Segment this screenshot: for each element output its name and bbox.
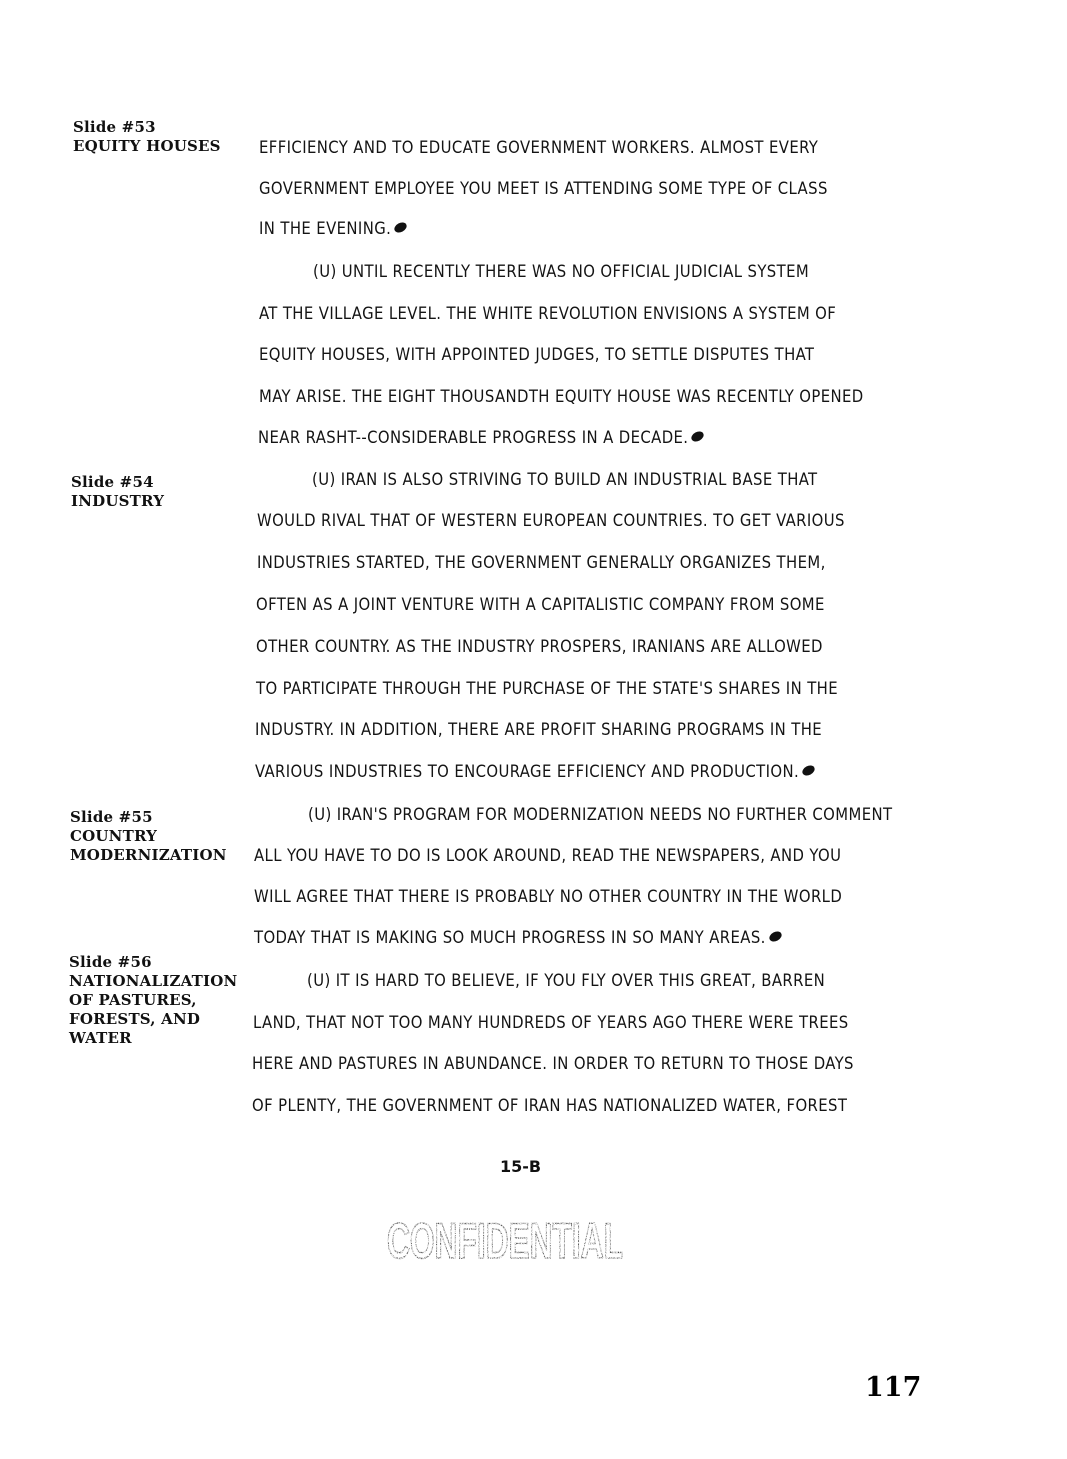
body-line: (U) UNTIL RECENTLY THERE WAS NO OFFICIAL JUDICIAL SYSTEM [313, 262, 810, 281]
slide-change-mark [393, 220, 409, 234]
body-line: (U) IRAN IS ALSO STRIVING TO BUILD AN INDUSTRIAL BASE THAT [312, 470, 818, 489]
margin-note-slide-56 [69, 953, 237, 1048]
margin-note-slide-55 [70, 808, 227, 865]
margin-note-slide-54 [71, 473, 164, 511]
body-line: INDUSTRIES STARTED, THE GOVERNMENT GENERALLY ORGANIZES THEM, [257, 553, 826, 572]
body-line: NEAR RASHT--CONSIDERABLE PROGRESS IN A DECADE. [258, 428, 704, 448]
slide-number: Slide #56 [69, 953, 152, 971]
classification-stamp [385, 1210, 625, 1268]
slide-change-mark [801, 763, 817, 777]
body-line: LAND, THAT NOT TOO MANY HUNDREDS OF YEARS AGO THERE WERE TREES [253, 1013, 849, 1032]
body-line: TODAY THAT IS MAKING SO MUCH PROGRESS IN SO MANY AREAS. [254, 928, 782, 948]
body-line: HERE AND PASTURES IN ABUNDANCE. IN ORDER TO RETURN TO THOSE DAYS [252, 1054, 854, 1073]
page-number: 117 [865, 1372, 922, 1403]
body-line: WOULD RIVAL THAT OF WESTERN EUROPEAN COUNTRIES. TO GET VARIOUS [257, 511, 845, 530]
slide-change-mark [690, 429, 706, 443]
slide-title: NATIONALIZATION [69, 972, 238, 990]
body-line: WILL AGREE THAT THERE IS PROBABLY NO OTHER COUNTRY IN THE WORLD [254, 887, 843, 906]
body-line: (U) IRAN'S PROGRAM FOR MODERNIZATION NEEDS NO FURTHER COMMENT [308, 805, 893, 824]
body-line: INDUSTRY. IN ADDITION, THERE ARE PROFIT SHARING PROGRAMS IN THE [255, 720, 823, 739]
slide-title: WATER [69, 1029, 132, 1047]
body-line: OFTEN AS A JOINT VENTURE WITH A CAPITALISTIC COMPANY FROM SOME [256, 595, 825, 614]
body-line: (U) IT IS HARD TO BELIEVE, IF YOU FLY OVER THIS GREAT, BARREN [307, 971, 826, 990]
body-line: OF PLENTY, THE GOVERNMENT OF IRAN HAS NATIONALIZED WATER, FOREST [252, 1096, 848, 1115]
slide-title: MODERNIZATION [70, 846, 227, 864]
slide-title: INDUSTRY [71, 492, 165, 510]
body-line: MAY ARISE. THE EIGHT THOUSANDTH EQUITY HOUSE WAS RECENTLY OPENED [259, 387, 864, 406]
slide-change-mark [767, 929, 783, 943]
slide-title: EQUITY HOUSES [73, 137, 221, 155]
page-identifier: 15-B [500, 1157, 542, 1176]
slide-title: COUNTRY [70, 827, 158, 845]
body-line: VARIOUS INDUSTRIES TO ENCOURAGE EFFICIENCY AND PRODUCTION. [255, 762, 815, 782]
body-line: AT THE VILLAGE LEVEL. THE WHITE REVOLUTION ENVISIONS A SYSTEM OF [259, 304, 837, 323]
stamp-text: CONFIDENTIAL [387, 1213, 623, 1269]
body-line: ALL YOU HAVE TO DO IS LOOK AROUND, READ THE NEWSPAPERS, AND YOU [254, 846, 842, 865]
body-line: IN THE EVENING. [259, 219, 407, 239]
body-line: OTHER COUNTRY. AS THE INDUSTRY PROSPERS, IRANIANS ARE ALLOWED [256, 637, 823, 656]
slide-number: Slide #54 [71, 473, 154, 491]
slide-title: FORESTS, AND [69, 1010, 201, 1028]
body-line: TO PARTICIPATE THROUGH THE PURCHASE OF THE STATE'S SHARES IN THE [256, 679, 838, 698]
slide-title: OF PASTURES, [69, 991, 197, 1009]
body-line: EFFICIENCY AND TO EDUCATE GOVERNMENT WORKERS. ALMOST EVERY [259, 138, 819, 157]
slide-number: Slide #53 [73, 118, 156, 136]
body-line: EQUITY HOUSES, WITH APPOINTED JUDGES, TO SETTLE DISPUTES THAT [259, 345, 815, 364]
body-line: GOVERNMENT EMPLOYEE YOU MEET IS ATTENDING SOME TYPE OF CLASS [259, 179, 828, 198]
slide-number: Slide #55 [70, 808, 153, 826]
margin-note-slide-53 [73, 118, 221, 156]
